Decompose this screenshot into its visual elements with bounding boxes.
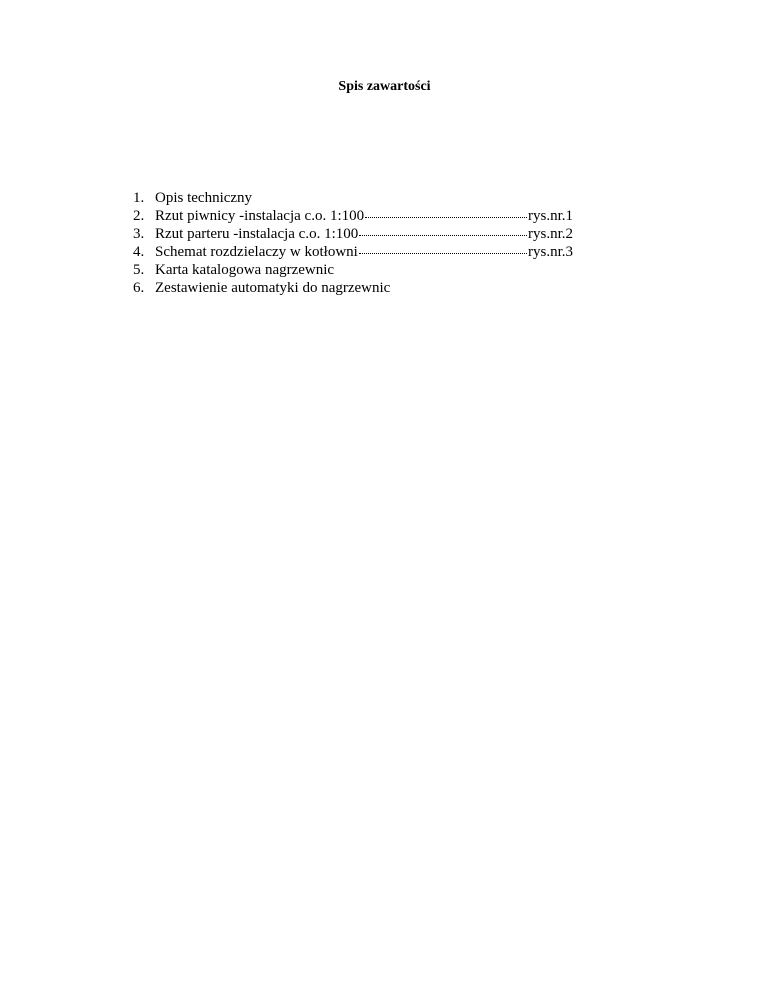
toc-item-ref: rys.nr.1 <box>528 208 573 224</box>
toc-item-text: Schemat rozdzielaczy w kotłowni <box>155 244 358 260</box>
toc-dot-leader <box>359 252 527 254</box>
toc-item-4 <box>133 243 573 261</box>
toc-item-ref: rys.nr.3 <box>528 244 573 260</box>
table-of-contents <box>133 189 573 297</box>
toc-item-text: Zestawienie automatyki do nagrzewnic <box>155 280 391 296</box>
toc-item-5 <box>133 261 573 279</box>
toc-item-number: 2. <box>133 208 145 224</box>
toc-item-number: 5. <box>133 262 145 278</box>
page-title: Spis zawartości <box>338 79 431 94</box>
toc-item-text: Opis techniczny <box>155 190 253 206</box>
toc-item-number: 4. <box>133 244 145 260</box>
toc-item-6 <box>133 279 573 297</box>
toc-dot-leader <box>365 216 527 218</box>
toc-item-3 <box>133 225 573 243</box>
toc-item-number: 3. <box>133 226 145 242</box>
toc-item-number: 1. <box>133 190 145 206</box>
toc-item-text: Rzut piwnicy -instalacja c.o. 1:100 <box>155 208 365 224</box>
toc-item-ref: rys.nr.2 <box>528 226 573 242</box>
toc-item-1 <box>133 189 573 207</box>
toc-item-2 <box>133 207 573 225</box>
toc-item-text: Karta katalogowa nagrzewnic <box>155 262 335 278</box>
toc-dot-leader <box>359 234 527 236</box>
toc-item-number: 6. <box>133 280 145 296</box>
toc-item-text: Rzut parteru -instalacja c.o. 1:100 <box>155 226 359 242</box>
